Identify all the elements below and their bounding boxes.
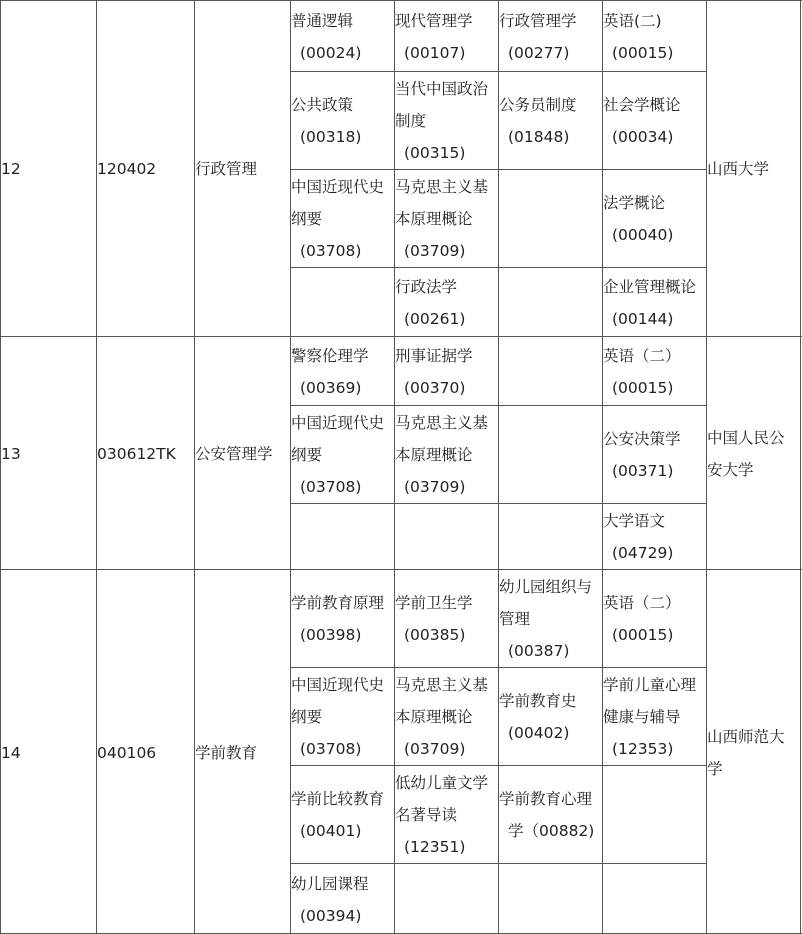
cell-text-line: (00371) [612, 462, 674, 480]
course-cell [395, 73, 498, 169]
major-code [97, 153, 194, 185]
cell-text-line: 学 [707, 760, 723, 778]
cell-text-line: 本原理概论 [395, 708, 473, 726]
cell-text-line: 社会学概论 [603, 96, 681, 114]
table-border [0, 0, 1, 934]
cell-text-line: 12 [1, 160, 21, 178]
course-cell [499, 571, 602, 667]
school-name [707, 422, 801, 486]
cell-text-line: 马克思主义基 [395, 178, 489, 196]
cell-text-line: (00034) [612, 128, 674, 146]
cell-text-line: (03708) [300, 740, 362, 758]
cell-text-line: (00315) [404, 144, 466, 162]
course-cell [291, 783, 394, 847]
course-cell [291, 868, 394, 932]
cell-text-line: 法学概论 [603, 194, 666, 212]
cell-text-line: 行政管理学 [499, 12, 577, 30]
cell-text-line: (03709) [404, 478, 466, 496]
cell-text-line: 当代中国政治 [395, 80, 489, 98]
cell-text-line: 管理 [499, 610, 531, 628]
cell-text-line: 学前比较教育 [291, 790, 385, 808]
major-name [195, 153, 290, 185]
cell-text-line: (00385) [404, 626, 466, 644]
cell-text-line: 企业管理概论 [603, 278, 697, 296]
course-cell [603, 89, 706, 153]
cell-text-line: 13 [1, 445, 21, 463]
cell-text-line: (00318) [300, 128, 362, 146]
cell-text-line: 学（00882) [508, 822, 595, 840]
cell-text-line: 学前教育心理 [499, 790, 593, 808]
table-border [498, 0, 499, 934]
course-cell [603, 505, 706, 569]
course-cell [395, 271, 498, 335]
table-border [0, 0, 802, 1]
cell-text-line: 行政管理 [195, 160, 258, 178]
cell-text-line: (00370) [404, 379, 466, 397]
cell-text-line: 山西师范大 [707, 728, 785, 746]
cell-text-line: (00024) [300, 44, 362, 62]
cell-text-line: 行政法学 [395, 278, 458, 296]
row-number [1, 438, 96, 470]
cell-text-line: 健康与辅导 [603, 708, 681, 726]
course-cell [499, 89, 602, 153]
cell-text-line: 马克思主义基 [395, 414, 489, 432]
course-cell [603, 340, 706, 404]
table-border [290, 0, 291, 934]
school-name [707, 721, 801, 785]
cell-text-line: 山西大学 [707, 160, 770, 178]
cell-text-line: 120402 [97, 160, 157, 178]
cell-text-line: 030612TK [97, 445, 176, 463]
course-cell [499, 5, 602, 69]
course-cell [499, 783, 602, 847]
cell-text-line: (00144) [612, 310, 674, 328]
course-cell [291, 340, 394, 404]
cell-text-line: (00261) [404, 310, 466, 328]
table-border [96, 0, 97, 934]
course-cell [395, 5, 498, 69]
course-cell [603, 5, 706, 69]
cell-text-line: (00401) [300, 822, 362, 840]
school-name [707, 153, 801, 185]
major-code [97, 438, 194, 470]
cell-text-line: (12353) [612, 740, 674, 758]
course-cell [395, 669, 498, 765]
cell-text-line: (00394) [300, 907, 362, 925]
cell-text-line: 14 [1, 744, 21, 762]
course-cell [291, 669, 394, 765]
cell-text-line: 幼儿园课程 [291, 875, 369, 893]
cell-text-line: 公务员制度 [499, 96, 577, 114]
major-code [97, 737, 194, 769]
cell-text-line: 中国近现代史 [291, 414, 385, 432]
cell-text-line: 纲要 [291, 446, 323, 464]
course-cell [395, 171, 498, 267]
cell-text-line: 警察伦理学 [291, 347, 369, 365]
cell-text-line: (01848) [508, 128, 570, 146]
cell-text-line: (03709) [404, 242, 466, 260]
cell-text-line: 英语（二） [603, 594, 681, 612]
table-border [394, 0, 395, 934]
course-cell [291, 171, 394, 267]
cell-text-line: (03708) [300, 478, 362, 496]
course-cell [395, 340, 498, 404]
course-cell [603, 423, 706, 487]
course-cell [603, 271, 706, 335]
table-border [0, 336, 802, 337]
course-cell [291, 89, 394, 153]
course-cell [395, 587, 498, 651]
cell-text-line: 刑事证据学 [395, 347, 473, 365]
cell-text-line: 公安决策学 [603, 430, 681, 448]
cell-text-line: 本原理概论 [395, 210, 473, 228]
cell-text-line: (00277) [508, 44, 570, 62]
course-cell [499, 685, 602, 749]
cell-text-line: (00398) [300, 626, 362, 644]
cell-text-line: 马克思主义基 [395, 676, 489, 694]
major-name [195, 438, 290, 470]
major-name [195, 737, 290, 769]
cell-text-line: 公共政策 [291, 96, 354, 114]
cell-text-line: 学前教育原理 [291, 594, 385, 612]
cell-text-line: 普通逻辑 [291, 12, 354, 30]
table-border [800, 0, 801, 934]
cell-text-line: 中国近现代史 [291, 676, 385, 694]
course-cell [603, 669, 706, 765]
cell-text-line: 公安管理学 [195, 445, 273, 463]
cell-text-line: 现代管理学 [395, 12, 473, 30]
cell-text-line: 中国人民公 [707, 429, 785, 447]
course-cell [603, 587, 706, 651]
cell-text-line: (00015) [612, 626, 674, 644]
table-border [602, 0, 603, 934]
cell-text-line: (00040) [612, 226, 674, 244]
cell-text-line: (00015) [612, 44, 674, 62]
cell-text-line: (00107) [404, 44, 466, 62]
course-cell [291, 407, 394, 503]
course-cell [603, 187, 706, 251]
course-cell [291, 5, 394, 69]
cell-text-line: 纲要 [291, 210, 323, 228]
cell-text-line: 学前教育 [195, 744, 258, 762]
cell-text-line: 本原理概论 [395, 446, 473, 464]
cell-text-line: (00402) [508, 724, 570, 742]
table-border [194, 0, 195, 934]
cell-text-line: (00387) [508, 642, 570, 660]
cell-text-line: 中国近现代史 [291, 178, 385, 196]
cell-text-line: 学前教育史 [499, 692, 577, 710]
cell-text-line: (00369) [300, 379, 362, 397]
row-number [1, 153, 96, 185]
cell-text-line: 学前儿童心理 [603, 676, 697, 694]
course-cell [291, 587, 394, 651]
cell-text-line: 低幼儿童文学 [395, 774, 489, 792]
cell-text-line: (03709) [404, 740, 466, 758]
cell-text-line: (12351) [404, 838, 466, 856]
cell-text-line: (04729) [612, 544, 674, 562]
table-border [0, 569, 802, 570]
course-cell [395, 767, 498, 863]
cell-text-line: 英语(二) [603, 12, 662, 30]
cell-text-line: 大学语文 [603, 512, 666, 530]
cell-text-line: (00015) [612, 379, 674, 397]
cell-text-line: 制度 [395, 112, 427, 130]
cell-text-line: 幼儿园组织与 [499, 578, 593, 596]
row-number [1, 737, 96, 769]
cell-text-line: 040106 [97, 744, 157, 762]
cell-text-line: 英语（二） [603, 347, 681, 365]
cell-text-line: 名著导读 [395, 806, 458, 824]
cell-text-line: 纲要 [291, 708, 323, 726]
course-cell [395, 407, 498, 503]
cell-text-line: (03708) [300, 242, 362, 260]
cell-text-line: 学前卫生学 [395, 594, 473, 612]
table-border [706, 0, 707, 934]
cell-text-line: 安大学 [707, 461, 754, 479]
